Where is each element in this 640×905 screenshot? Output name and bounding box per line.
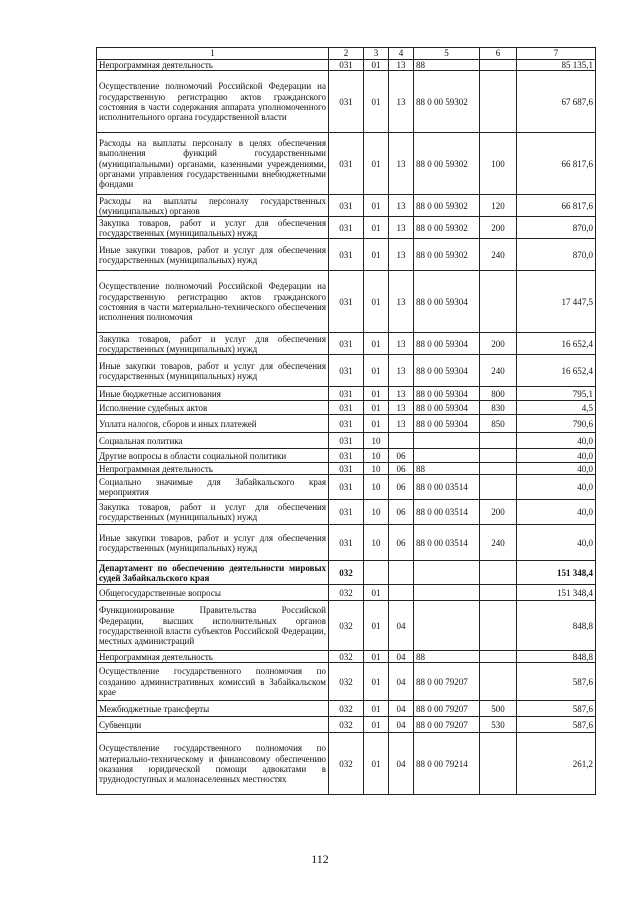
table-row bbox=[97, 195, 596, 217]
expense-type-code: 240 bbox=[480, 355, 517, 387]
amount: 151 348,4 bbox=[517, 585, 596, 601]
section-code: 01 bbox=[364, 415, 389, 433]
amount: 40,0 bbox=[517, 500, 596, 525]
expense-type-code: 830 bbox=[480, 401, 517, 415]
page-number: 112 bbox=[311, 852, 329, 866]
amount: 40,0 bbox=[517, 433, 596, 449]
amount: 16 652,4 bbox=[517, 333, 596, 355]
section-code: 10 bbox=[364, 525, 389, 561]
ministry-code: 031 bbox=[329, 415, 364, 433]
expense-name: Иные бюджетные ассигнования bbox=[97, 387, 329, 401]
subsection-code: 13 bbox=[389, 401, 414, 415]
amount: 151 348,4 bbox=[517, 561, 596, 585]
expense-name: Осуществление полномочий Российской Федерации на государственную регистрацию актов гражданского состояния в части содержания аппарата уполномоченного исполнительного органа государственной власти bbox=[97, 71, 329, 133]
ministry-code: 031 bbox=[329, 355, 364, 387]
amount: 795,1 bbox=[517, 387, 596, 401]
expense-type-code bbox=[480, 463, 517, 475]
ministry-code: 032 bbox=[329, 601, 364, 651]
budget-table bbox=[96, 47, 596, 795]
section-code: 01 bbox=[364, 217, 389, 239]
expense-type-code: 120 bbox=[480, 195, 517, 217]
section-code: 01 bbox=[364, 239, 389, 271]
ministry-code: 031 bbox=[329, 239, 364, 271]
section-code: 10 bbox=[364, 475, 389, 500]
table-row bbox=[97, 475, 596, 500]
section-code: 01 bbox=[364, 733, 389, 795]
amount: 40,0 bbox=[517, 449, 596, 463]
expense-type-code bbox=[480, 449, 517, 463]
expense-name: Функционирование Правительства Российской Федерации, высших исполнительных органов государственной власти субъектов Российской Федерации, местных администраций bbox=[97, 601, 329, 651]
target-article-code: 88 0 00 59304 bbox=[414, 415, 480, 433]
subsection-code bbox=[389, 561, 414, 585]
ministry-code: 031 bbox=[329, 387, 364, 401]
amount: 870,0 bbox=[517, 217, 596, 239]
expense-name: Социальная политика bbox=[97, 433, 329, 449]
expense-name: Социально значимые для Забайкальского края мероприятия bbox=[97, 475, 329, 500]
ministry-code: 032 bbox=[329, 651, 364, 663]
expense-name: Осуществление государственного полномочия по созданию административных комиссий в Забайкальском крае bbox=[97, 663, 329, 701]
target-article-code: 88 0 00 59302 bbox=[414, 239, 480, 271]
expense-name: Иные закупки товаров, работ и услуг для обеспечения государственных (муниципальных) нужд bbox=[97, 525, 329, 561]
ministry-code: 032 bbox=[329, 663, 364, 701]
ministry-code: 032 bbox=[329, 701, 364, 717]
amount: 17 447,5 bbox=[517, 271, 596, 333]
subsection-code: 13 bbox=[389, 71, 414, 133]
subsection-code: 04 bbox=[389, 701, 414, 717]
target-article-code: 88 0 00 59302 bbox=[414, 195, 480, 217]
section-code: 10 bbox=[364, 463, 389, 475]
expense-type-code bbox=[480, 601, 517, 651]
amount: 40,0 bbox=[517, 463, 596, 475]
target-article-code: 88 0 00 79207 bbox=[414, 701, 480, 717]
ministry-code: 031 bbox=[329, 500, 364, 525]
amount: 66 817,6 bbox=[517, 133, 596, 195]
target-article-code bbox=[414, 601, 480, 651]
table-row bbox=[97, 701, 596, 717]
amount: 67 687,6 bbox=[517, 71, 596, 133]
table-row bbox=[97, 333, 596, 355]
ministry-code: 032 bbox=[329, 561, 364, 585]
expense-type-code: 200 bbox=[480, 333, 517, 355]
table-row bbox=[97, 433, 596, 449]
ministry-code: 032 bbox=[329, 585, 364, 601]
expense-type-code: 500 bbox=[480, 701, 517, 717]
table-row bbox=[97, 387, 596, 401]
expense-type-code bbox=[480, 651, 517, 663]
subsection-code bbox=[389, 433, 414, 449]
table-row bbox=[97, 463, 596, 475]
table-row bbox=[97, 500, 596, 525]
subsection-code: 04 bbox=[389, 651, 414, 663]
section-code: 01 bbox=[364, 717, 389, 733]
target-article-code: 88 0 00 59304 bbox=[414, 333, 480, 355]
section-code: 01 bbox=[364, 133, 389, 195]
subsection-code: 13 bbox=[389, 60, 414, 71]
subsection-code: 06 bbox=[389, 500, 414, 525]
section-code: 10 bbox=[364, 433, 389, 449]
header-row bbox=[97, 48, 596, 60]
section-code: 01 bbox=[364, 401, 389, 415]
target-article-code: 88 0 00 59304 bbox=[414, 355, 480, 387]
expense-type-code bbox=[480, 561, 517, 585]
target-article-code: 88 0 00 79214 bbox=[414, 733, 480, 795]
target-article-code: 88 0 00 59304 bbox=[414, 387, 480, 401]
subsection-code: 04 bbox=[389, 733, 414, 795]
target-article-code: 88 bbox=[414, 463, 480, 475]
table-row bbox=[97, 663, 596, 701]
section-code: 01 bbox=[364, 60, 389, 71]
amount: 40,0 bbox=[517, 525, 596, 561]
amount: 85 135,1 bbox=[517, 60, 596, 71]
expense-type-code bbox=[480, 71, 517, 133]
subsection-code: 13 bbox=[389, 239, 414, 271]
ministry-code: 031 bbox=[329, 475, 364, 500]
target-article-code: 88 0 00 03514 bbox=[414, 500, 480, 525]
ministry-code: 031 bbox=[329, 217, 364, 239]
ministry-code: 031 bbox=[329, 525, 364, 561]
expense-name: Уплата налогов, сборов и иных платежей bbox=[97, 415, 329, 433]
expense-type-code: 240 bbox=[480, 525, 517, 561]
table-row bbox=[97, 355, 596, 387]
target-article-code: 88 0 00 59304 bbox=[414, 401, 480, 415]
target-article-code: 88 0 00 59302 bbox=[414, 217, 480, 239]
expense-name: Осуществление государственного полномочия по материально-техническому и финансовому обеспечению оказания юридической помощи адвокатами в труднодоступных и малонаселенных местностях bbox=[97, 733, 329, 795]
subsection-code: 13 bbox=[389, 355, 414, 387]
header-cell: 4 bbox=[389, 48, 414, 60]
section-code: 10 bbox=[364, 449, 389, 463]
subsection-code: 06 bbox=[389, 463, 414, 475]
header-cell: 1 bbox=[97, 48, 329, 60]
expense-name: Межбюджетные трансферты bbox=[97, 701, 329, 717]
header-cell: 6 bbox=[480, 48, 517, 60]
expense-type-code: 200 bbox=[480, 500, 517, 525]
table-row bbox=[97, 415, 596, 433]
target-article-code bbox=[414, 433, 480, 449]
expense-name: Непрограммная деятельность bbox=[97, 651, 329, 663]
table-row bbox=[97, 601, 596, 651]
expense-type-code: 800 bbox=[480, 387, 517, 401]
section-code: 10 bbox=[364, 500, 389, 525]
table-row bbox=[97, 60, 596, 71]
subsection-code: 06 bbox=[389, 449, 414, 463]
section-code bbox=[364, 561, 389, 585]
expense-name: Непрограммная деятельность bbox=[97, 463, 329, 475]
amount: 261,2 bbox=[517, 733, 596, 795]
expense-type-code bbox=[480, 433, 517, 449]
target-article-code: 88 0 00 03514 bbox=[414, 525, 480, 561]
target-article-code bbox=[414, 561, 480, 585]
amount: 16 652,4 bbox=[517, 355, 596, 387]
table-row bbox=[97, 449, 596, 463]
subsection-code: 04 bbox=[389, 601, 414, 651]
ministry-code: 031 bbox=[329, 133, 364, 195]
section-code: 01 bbox=[364, 71, 389, 133]
ministry-code: 031 bbox=[329, 463, 364, 475]
target-article-code: 88 0 00 03514 bbox=[414, 475, 480, 500]
target-article-code: 88 0 00 79207 bbox=[414, 717, 480, 733]
target-article-code: 88 0 00 59302 bbox=[414, 71, 480, 133]
expense-name: Иные закупки товаров, работ и услуг для обеспечения государственных (муниципальных) нужд bbox=[97, 355, 329, 387]
table-row bbox=[97, 717, 596, 733]
subsection-code: 13 bbox=[389, 195, 414, 217]
amount: 587,6 bbox=[517, 701, 596, 717]
ministry-code: 031 bbox=[329, 60, 364, 71]
expense-type-code bbox=[480, 60, 517, 71]
subsection-code: 13 bbox=[389, 333, 414, 355]
expense-type-code: 530 bbox=[480, 717, 517, 733]
subsection-code bbox=[389, 585, 414, 601]
amount: 870,0 bbox=[517, 239, 596, 271]
expense-type-code bbox=[480, 475, 517, 500]
expense-name: Исполнение судебных актов bbox=[97, 401, 329, 415]
ministry-code: 031 bbox=[329, 449, 364, 463]
expense-name: Осуществление полномочий Российской Федерации на государственную регистрацию актов гражданского состояния в части материально-технического обеспечения исполнения полномочия bbox=[97, 271, 329, 333]
expense-type-code: 200 bbox=[480, 217, 517, 239]
ministry-code: 031 bbox=[329, 433, 364, 449]
target-article-code: 88 0 00 79207 bbox=[414, 663, 480, 701]
expense-name: Общегосударственные вопросы bbox=[97, 585, 329, 601]
table-row bbox=[97, 561, 596, 585]
subsection-code: 04 bbox=[389, 663, 414, 701]
ministry-code: 031 bbox=[329, 333, 364, 355]
expense-type-code: 240 bbox=[480, 239, 517, 271]
expense-name: Расходы на выплаты персоналу в целях обеспечения выполнения функций государственными (муниципальными) органами, казенными учреждениями, органами управления государственными внебюджетными фондами bbox=[97, 133, 329, 195]
table-row bbox=[97, 401, 596, 415]
expense-name: Департамент по обеспечению деятельности мировых судей Забайкальского края bbox=[97, 561, 329, 585]
amount: 790,6 bbox=[517, 415, 596, 433]
section-code: 01 bbox=[364, 663, 389, 701]
amount: 587,6 bbox=[517, 717, 596, 733]
expense-name: Непрограммная деятельность bbox=[97, 60, 329, 71]
ministry-code: 031 bbox=[329, 271, 364, 333]
table-row bbox=[97, 271, 596, 333]
section-code: 01 bbox=[364, 333, 389, 355]
subsection-code: 13 bbox=[389, 387, 414, 401]
table-row bbox=[97, 585, 596, 601]
ministry-code: 032 bbox=[329, 717, 364, 733]
amount: 4,5 bbox=[517, 401, 596, 415]
expense-type-code bbox=[480, 271, 517, 333]
table-row bbox=[97, 133, 596, 195]
ministry-code: 032 bbox=[329, 733, 364, 795]
expense-name: Закупка товаров, работ и услуг для обеспечения государственных (муниципальных) нужд bbox=[97, 217, 329, 239]
section-code: 01 bbox=[364, 651, 389, 663]
target-article-code: 88 0 00 59302 bbox=[414, 133, 480, 195]
section-code: 01 bbox=[364, 701, 389, 717]
section-code: 01 bbox=[364, 601, 389, 651]
header-cell: 3 bbox=[364, 48, 389, 60]
expense-type-code bbox=[480, 663, 517, 701]
subsection-code: 13 bbox=[389, 415, 414, 433]
target-article-code: 88 bbox=[414, 651, 480, 663]
amount: 848,8 bbox=[517, 651, 596, 663]
expense-name: Иные закупки товаров, работ и услуг для обеспечения государственных (муниципальных) нужд bbox=[97, 239, 329, 271]
table-row bbox=[97, 239, 596, 271]
amount: 40,0 bbox=[517, 475, 596, 500]
table-row bbox=[97, 71, 596, 133]
table-row bbox=[97, 217, 596, 239]
expense-name: Закупка товаров, работ и услуг для обеспечения государственных (муниципальных) нужд bbox=[97, 500, 329, 525]
subsection-code: 06 bbox=[389, 525, 414, 561]
expense-type-code bbox=[480, 733, 517, 795]
expense-name: Расходы на выплаты персоналу государственных (муниципальных) органов bbox=[97, 195, 329, 217]
subsection-code: 13 bbox=[389, 271, 414, 333]
header-cell: 2 bbox=[329, 48, 364, 60]
subsection-code: 06 bbox=[389, 475, 414, 500]
expense-type-code bbox=[480, 585, 517, 601]
amount: 66 817,6 bbox=[517, 195, 596, 217]
subsection-code: 13 bbox=[389, 133, 414, 195]
amount: 848,8 bbox=[517, 601, 596, 651]
amount: 587,6 bbox=[517, 663, 596, 701]
target-article-code: 88 bbox=[414, 60, 480, 71]
target-article-code bbox=[414, 585, 480, 601]
section-code: 01 bbox=[364, 585, 389, 601]
subsection-code: 13 bbox=[389, 217, 414, 239]
table-row bbox=[97, 525, 596, 561]
section-code: 01 bbox=[364, 271, 389, 333]
target-article-code: 88 0 00 59304 bbox=[414, 271, 480, 333]
table-row bbox=[97, 651, 596, 663]
section-code: 01 bbox=[364, 387, 389, 401]
section-code: 01 bbox=[364, 195, 389, 217]
ministry-code: 031 bbox=[329, 401, 364, 415]
header-cell: 5 bbox=[414, 48, 480, 60]
expense-type-code: 100 bbox=[480, 133, 517, 195]
ministry-code: 031 bbox=[329, 195, 364, 217]
expense-name: Субвенции bbox=[97, 717, 329, 733]
subsection-code: 04 bbox=[389, 717, 414, 733]
section-code: 01 bbox=[364, 355, 389, 387]
expense-type-code: 850 bbox=[480, 415, 517, 433]
table-row bbox=[97, 733, 596, 795]
ministry-code: 031 bbox=[329, 71, 364, 133]
expense-name: Закупка товаров, работ и услуг для обеспечения государственных (муниципальных) нужд bbox=[97, 333, 329, 355]
target-article-code bbox=[414, 449, 480, 463]
expense-name: Другие вопросы в области социальной политики bbox=[97, 449, 329, 463]
header-cell: 7 bbox=[517, 48, 596, 60]
